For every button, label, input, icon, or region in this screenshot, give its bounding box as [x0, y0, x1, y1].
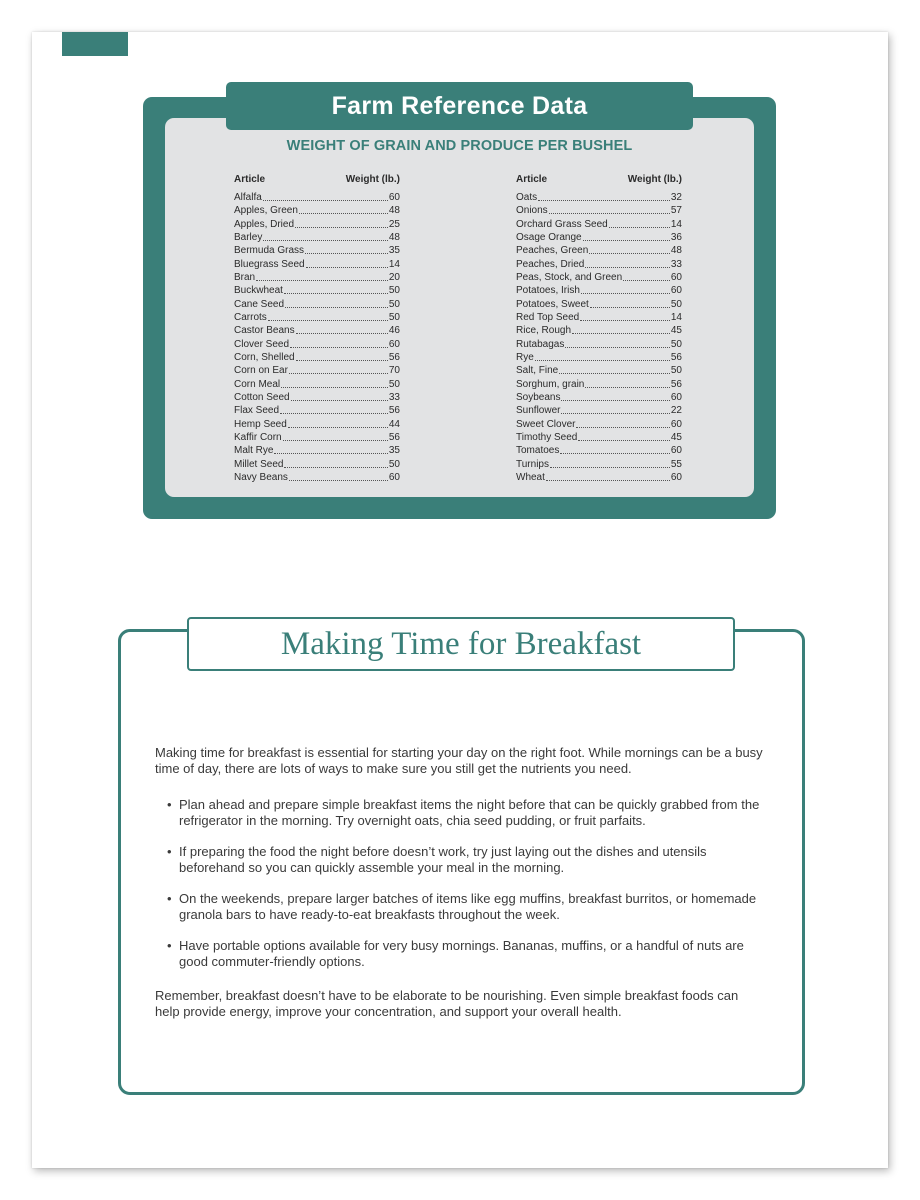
article-name: Oats [516, 192, 538, 203]
breakfast-tips-list [155, 797, 765, 970]
breakfast-intro: Making time for breakfast is essential for starting your day on the right foot. While mornings can be a busy time of day, there are lots of ways to make sure you still get the nutrients you need. [155, 745, 763, 776]
article-weight: 25 [388, 218, 400, 230]
dot-leader [280, 404, 388, 414]
article-name: Barley [234, 231, 263, 243]
dot-leader [578, 431, 670, 441]
article-name: Carrots [234, 311, 267, 323]
table-row [234, 351, 400, 364]
dot-leader [306, 258, 388, 268]
article-weight: 48 [388, 231, 400, 243]
table-row [516, 458, 682, 471]
article-weight: 44 [388, 418, 400, 430]
article-name: Malt Rye [234, 445, 274, 457]
dot-leader [268, 311, 388, 321]
table-row [516, 404, 682, 417]
list-item: • Have portable options available for very busy mornings. Bananas, muffins, or a handful of nuts are good commuter-friendly options. [155, 938, 765, 970]
article-weight: 60 [388, 338, 400, 350]
article-name: Alfalfa [234, 192, 262, 203]
article-name: Corn Meal [234, 378, 281, 390]
article-name: Red Top Seed [516, 311, 580, 323]
article-weight: 48 [388, 205, 400, 217]
dot-leader [576, 418, 669, 428]
table-row [234, 391, 400, 404]
dot-leader [290, 338, 388, 348]
article-name: Wheat [516, 471, 545, 483]
article-weight: 35 [388, 445, 400, 457]
table-row [234, 191, 400, 204]
dot-leader [559, 364, 670, 374]
dot-leader [284, 458, 387, 468]
article-name: Potatoes, Sweet [516, 298, 589, 310]
table-row [516, 351, 682, 364]
weights-column-right [516, 173, 682, 484]
table-row [516, 311, 682, 324]
article-weight: 36 [670, 231, 682, 243]
table-row [234, 284, 400, 297]
table-row [234, 324, 400, 337]
table-row [516, 444, 682, 457]
article-name: Millet Seed [234, 458, 284, 470]
article-name: Tomatoes [516, 445, 560, 457]
dot-leader [583, 231, 670, 241]
table-row [516, 218, 682, 231]
breakfast-body [155, 745, 765, 1020]
dot-leader [283, 431, 388, 441]
table-row [516, 378, 682, 391]
dot-leader [538, 191, 670, 201]
table-row [234, 364, 400, 377]
table-row [234, 338, 400, 351]
dot-leader [585, 378, 670, 388]
article-name: Osage Orange [516, 231, 582, 243]
article-name: Potatoes, Irish [516, 285, 580, 297]
table-row [234, 404, 400, 417]
table-row [516, 284, 682, 297]
dot-leader [281, 378, 388, 388]
article-name: Sweet Clover [516, 418, 576, 430]
table-row [516, 418, 682, 431]
dot-leader [589, 244, 670, 254]
article-name: Cane Seed [234, 298, 285, 310]
dot-leader [623, 271, 670, 281]
weights-list-left [234, 191, 400, 484]
article-weight: 60 [670, 285, 682, 297]
article-name: Apples, Dried [234, 218, 295, 230]
article-name: Sorghum, grain [516, 378, 585, 390]
article-name: Hemp Seed [234, 418, 287, 430]
article-weight: 60 [670, 271, 682, 283]
table-row [516, 191, 682, 204]
table-row [516, 471, 682, 484]
dot-leader [274, 444, 387, 454]
article-name: Kaffir Corn [234, 431, 282, 443]
dot-leader [572, 324, 670, 334]
table-row [234, 204, 400, 217]
article-name: Flax Seed [234, 405, 280, 417]
dot-leader [535, 351, 670, 361]
article-weight: 60 [670, 445, 682, 457]
article-name: Clover Seed [234, 338, 290, 350]
dot-leader [288, 418, 388, 428]
dot-leader [549, 204, 670, 214]
article-name: Rutabagas [516, 338, 565, 350]
article-name: Onions [516, 205, 548, 217]
article-name: Rye [516, 351, 534, 363]
article-weight: 14 [670, 218, 682, 230]
article-name: Peaches, Dried [516, 258, 585, 270]
dot-leader [263, 231, 388, 241]
table-row [234, 418, 400, 431]
article-name: Soybeans [516, 391, 561, 403]
article-weight: 48 [670, 245, 682, 257]
table-row [516, 244, 682, 257]
header-article: Article [234, 174, 266, 185]
dot-leader [561, 391, 669, 401]
farm-title-bar [226, 82, 693, 130]
header-weight: Weight (lb.) [627, 174, 682, 185]
dot-leader [550, 458, 670, 468]
table-row [234, 378, 400, 391]
breakfast-title-box [187, 617, 735, 671]
dot-leader [299, 204, 388, 214]
list-item: • If preparing the food the night before doesn’t work, try just laying out the dishes and utensils beforehand so you can quickly assemble your meal in the morning. [155, 844, 765, 876]
dot-leader [296, 351, 388, 361]
article-name: Apples, Green [234, 205, 298, 217]
column-header [516, 173, 682, 186]
table-row [516, 204, 682, 217]
dot-leader [546, 471, 670, 481]
table-row [234, 218, 400, 231]
dot-leader [284, 284, 388, 294]
dot-leader [609, 218, 670, 228]
article-weight: 60 [670, 471, 682, 483]
dot-leader [585, 258, 670, 268]
header-article: Article [516, 174, 548, 185]
farm-title: Farm Reference Data [331, 91, 588, 120]
dot-leader [289, 471, 388, 481]
breakfast-title: Making Time for Breakfast [280, 625, 642, 662]
article-weight: 46 [388, 325, 400, 337]
table-row [234, 298, 400, 311]
weights-list-right [516, 191, 682, 484]
article-weight: 50 [388, 298, 400, 310]
dot-leader [295, 218, 388, 228]
corner-tab-decoration [62, 32, 128, 56]
article-name: Timothy Seed [516, 431, 578, 443]
article-weight: 22 [670, 405, 682, 417]
table-row [234, 471, 400, 484]
table-row [516, 271, 682, 284]
article-name: Navy Beans [234, 471, 288, 483]
dot-leader [285, 298, 388, 308]
article-weight: 20 [388, 271, 400, 283]
article-weight: 56 [388, 405, 400, 417]
farm-reference-panel [165, 118, 754, 497]
dot-leader [580, 311, 670, 321]
list-item: • Plan ahead and prepare simple breakfast items the night before that can be quickly grabbed from the refrigerator in the morning. Try overnight oats, chia seed pudding, or fruit parfaits. [155, 797, 765, 829]
farm-subtitle: WEIGHT OF GRAIN AND PRODUCE PER BUSHEL [286, 138, 633, 154]
article-weight: 60 [388, 471, 400, 483]
article-weight: 60 [670, 391, 682, 403]
dot-leader [581, 284, 670, 294]
article-name: Peaches, Green [516, 245, 589, 257]
article-weight: 50 [388, 311, 400, 323]
article-name: Buckwheat [234, 285, 283, 297]
dot-leader [590, 298, 670, 308]
table-row [234, 258, 400, 271]
article-name: Sunflower [516, 405, 561, 417]
table-row [516, 364, 682, 377]
article-name: Corn on Ear [234, 365, 288, 377]
table-row [234, 231, 400, 244]
table-row [516, 231, 682, 244]
column-header [234, 173, 400, 186]
table-row [234, 444, 400, 457]
dot-leader [263, 191, 388, 201]
table-row [234, 458, 400, 471]
table-row [516, 431, 682, 444]
article-weight: 56 [670, 351, 682, 363]
article-weight: 50 [388, 378, 400, 390]
list-item: • On the weekends, prepare larger batches of items like egg muffins, breakfast burritos, or homemade granola bars to have ready-to-eat breakfasts throughout the week. [155, 891, 765, 923]
article-name: Cotton Seed [234, 391, 290, 403]
article-weight: 56 [388, 351, 400, 363]
table-row [234, 271, 400, 284]
article-name: Bluegrass Seed [234, 258, 305, 270]
dot-leader [289, 364, 388, 374]
article-weight: 70 [388, 365, 400, 377]
table-row [234, 244, 400, 257]
table-row [234, 431, 400, 444]
article-name: Bran [234, 271, 256, 283]
article-weight: 60 [388, 192, 400, 203]
dot-leader [560, 444, 670, 454]
article-name: Salt, Fine [516, 365, 559, 377]
article-weight: 50 [388, 458, 400, 470]
article-name: Rice, Rough [516, 325, 572, 337]
article-weight: 50 [670, 338, 682, 350]
article-weight: 32 [670, 192, 682, 203]
article-name: Turnips [516, 458, 549, 470]
article-name: Corn, Shelled [234, 351, 295, 363]
article-weight: 33 [388, 391, 400, 403]
dot-leader [256, 271, 388, 281]
table-row [516, 391, 682, 404]
article-weight: 56 [670, 378, 682, 390]
weights-column-left [234, 173, 400, 484]
article-weight: 14 [388, 258, 400, 270]
breakfast-closing: Remember, breakfast doesn’t have to be elaborate to be nourishing. Even simple breakfast foods can help provide energy, improve your concentration, and support your overall health. [155, 988, 739, 1019]
article-name: Orchard Grass Seed [516, 218, 608, 230]
dot-leader [305, 244, 388, 254]
article-weight: 35 [388, 245, 400, 257]
article-weight: 45 [670, 431, 682, 443]
table-row [516, 298, 682, 311]
dot-leader [291, 391, 388, 401]
dot-leader [296, 324, 388, 334]
article-weight: 60 [670, 418, 682, 430]
article-weight: 55 [670, 458, 682, 470]
article-weight: 50 [670, 298, 682, 310]
article-weight: 56 [388, 431, 400, 443]
article-weight: 57 [670, 205, 682, 217]
article-weight: 33 [670, 258, 682, 270]
article-name: Peas, Stock, and Green [516, 271, 623, 283]
article-weight: 50 [670, 365, 682, 377]
article-name: Bermuda Grass [234, 245, 305, 257]
dot-leader [565, 338, 670, 348]
table-row [234, 311, 400, 324]
article-weight: 45 [670, 325, 682, 337]
article-name: Castor Beans [234, 325, 295, 337]
header-weight: Weight (lb.) [345, 174, 400, 185]
dot-leader [561, 404, 669, 414]
table-row [516, 338, 682, 351]
table-row [516, 258, 682, 271]
table-row [516, 324, 682, 337]
article-weight: 14 [670, 311, 682, 323]
article-weight: 50 [388, 285, 400, 297]
